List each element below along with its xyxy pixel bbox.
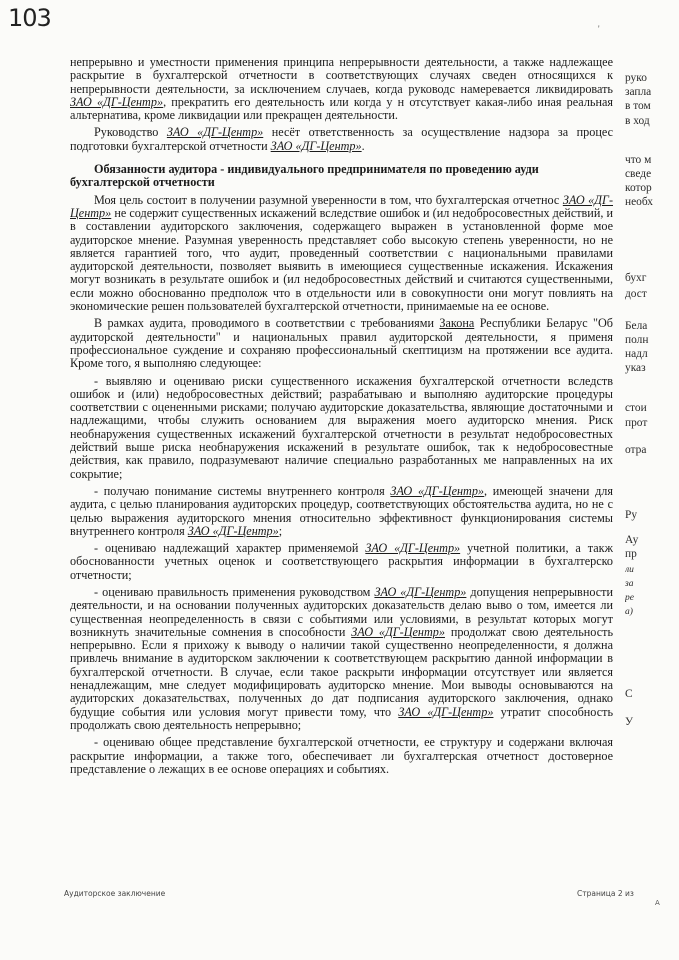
adjacent-text-fragment: бухг — [625, 272, 647, 284]
adjacent-text-fragment: а) — [625, 607, 633, 617]
adjacent-text-fragment: Бела — [625, 320, 648, 332]
adjacent-text-fragment: У — [625, 716, 634, 728]
adjacent-text-fragment: в ход — [625, 115, 650, 127]
adjacent-text-fragment: прот — [625, 417, 648, 429]
section-heading: Обязанности аудитора - индивидуального предпринимателя по проведению ауди бухгалтерской отчетности — [70, 162, 539, 190]
adjacent-text-fragment: за — [625, 579, 634, 589]
org-name-link: ЗАО «ДГ-Центр» — [374, 584, 467, 599]
org-name-link: ЗАО «ДГ-Центр» — [390, 483, 485, 498]
adjacent-text-fragment: пр — [625, 548, 637, 560]
document-body — [70, 56, 613, 916]
bullet-internal-control: - получаю понимание системы внутреннего контроля ЗАО «ДГ-Центр», имеющей значени для аудита, с целью планирования аудиторских процедур, соответствующих обстоятельства аудита, но не с целью выражения аудиторского мнения относительно эффективност функционирования системы внутреннего контроля ЗАО «ДГ-Центр»; — [70, 483, 613, 538]
org-name-link: ЗАО «ДГ-Центр» — [166, 125, 264, 140]
bullet-risk-assessment: - выявляю и оцениваю риски существенного искажения бухгалтерской отчетности вследств ошибок и (или) недобросовестных действий; разрабатываю и выполняю аудиторские процедуры соответствии с оцененными рисками; получаю аудиторские доказательства, являющие достаточными и надлежащими, чтобы служить основанием для выражения моего аудиторско мнения. Риск необнаружения существенных искажений бухгалтерской отчетности в результат недобросовестных действий выше риска необнаружения искажений в результате ошибок, так к недобросовестные действия, как правило, подразумевают наличие специально разработанных ме направленных на их сокрытие; — [70, 373, 613, 481]
adjacent-text-fragment: запла — [625, 86, 652, 98]
bullet-going-concern: - оцениваю правильность применения руководством ЗАО «ДГ-Центр» допущения непрерывности деятельности, и на основании полученных аудиторских доказательств делаю выво о том, имеется ли существенная неопределенность в связи с событиями или условиями, в результат которых могут возникнуть значительные сомнения в способности ЗАО «ДГ-Центр» продолжат свою деятельность непрерывно. Если я прихожу к выводу о наличии такой существенно неопределенности, я должна привлечь внимание в аудиторском заключении к соответствующем раскрытию данной информации в бухгалтерской отчетности. В случае, если такое раскрыти информации отсутствует или является ненадлежащим, мне следует модифицировать аудиторско мнение. Мои выводы основываются на аудиторских доказательствах, полученных до дат подписания аудиторского заключения, однако будущие события или условия могут привести тому, что ЗАО «ДГ-Центр» утратит способность продолжать свою деятельность непрерывно; — [70, 584, 613, 732]
footer-document-title: Аудиторское заключение — [64, 889, 166, 898]
org-name-link: ЗАО «ДГ-Центр» — [187, 523, 279, 538]
org-name-link: ЗАО «ДГ-Центр» — [70, 192, 613, 220]
paragraph-going-concern: непрерывно и уместности применения принципа непрерывности деятельности, а также надлежащее раскрытие в бухгалтерской отчетности в соответствующих случаях сведен относящихся к непрерывности деятельности, за исключением случаев, когда руководс намеревается ликвидировать ЗАО «ДГ-Центр», прекратить его деятельность или когда у н отсутствует какая-либо иная реальная альтернатива, кроме ликвидации или прекращен деятельности. — [70, 56, 613, 123]
adjacent-text-fragment: отра — [625, 444, 647, 456]
org-name-link: ЗАО «ДГ-Центр» — [351, 624, 445, 639]
adjacent-page-edge — [625, 72, 679, 892]
adjacent-text-fragment: ре — [625, 593, 634, 603]
adjacent-text-fragment: руко — [625, 72, 647, 84]
adjacent-text-fragment: сведе — [625, 168, 652, 180]
law-reference: Закона — [439, 316, 475, 331]
adjacent-text-fragment: в том — [625, 100, 651, 112]
handwritten-page-number: 103 — [8, 4, 51, 32]
adjacent-text-fragment: Ру — [625, 509, 638, 521]
adjacent-text-fragment: необх — [625, 196, 653, 208]
adjacent-text-fragment: дост — [625, 288, 647, 300]
org-name-link: ЗАО «ДГ-Центр» — [365, 541, 461, 556]
adjacent-text-fragment: Ау — [625, 534, 639, 546]
paragraph-auditor-objective: Моя цель состоит в получении разумной уверенности в том, что бухгалтерская отчетнос ЗАО «ДГ-Центр» не содержит существенных искажений вследствие ошибок и (ил недобросовестных действий, и в составлении аудиторского заключения, содержащего выражен в установленной форме мое аудиторское мнение. Разумная уверенность представляет собо высокую степень уверенности, но не является гарантией того, что аудит, проведенный соответствии с национальными правилами аудиторской деятельности, позволяет выявить в имеющиеся существенные искажения. Искажения могут возникать в результате ошибок и (ил недобросовестных действий и считаются существенными, если можно обоснованно предполож что в отдельности или в совокупности они могут повлиять на экономические решен пользователей бухгалтерской отчетности, принимаемые на ее основе. — [70, 192, 613, 314]
footer-mark: А — [655, 899, 660, 907]
org-name-link: ЗАО «ДГ-Центр» — [70, 94, 164, 109]
adjacent-text-fragment: С — [625, 688, 633, 700]
bullet-overall-presentation: - оцениваю общее представление бухгалтерской отчетности, ее структуру и содержани включая раскрытие информации, а также того, обеспечивает ли бухгалтерская отчетност достоверное представление о лежащих в ее основе операциях и событиях. — [70, 735, 613, 776]
adjacent-text-fragment: котор — [625, 182, 652, 194]
adjacent-text-fragment: надл — [625, 348, 648, 360]
adjacent-text-fragment: ли — [625, 565, 634, 575]
footer-page-indicator: Страница 2 из — [577, 889, 634, 898]
org-name-link: ЗАО «ДГ-Центр» — [270, 138, 362, 153]
adjacent-text-fragment: полн — [625, 334, 649, 346]
bullet-accounting-policy: - оцениваю надлежащий характер применяемой ЗАО «ДГ-Центр» учетной политики, а такж обоснованности учетных оценок и соответствующего раскрытия информации в бухгалтерско отчетности; — [70, 541, 613, 582]
org-name-link: ЗАО «ДГ-Центр» — [398, 704, 494, 719]
paragraph-management-oversight: Руководство ЗАО «ДГ-Центр» несёт ответственность за осуществление надзора за процес подготовки бухгалтерской отчетности ЗАО «ДГ-Центр». — [70, 125, 613, 153]
paragraph-audit-scope: В рамках аудита, проводимого в соответствии с требованиями Закона Республики Беларус "Об аудиторской деятельности" и национальных правил аудиторской деятельности, я применя профессиональное суждение и сохраняю профессиональный скептицизм на протяжении все аудита. Кроме того, я выполняю следующее: — [70, 316, 613, 371]
adjacent-text-fragment: стои — [625, 402, 647, 414]
adjacent-text-fragment: указ — [625, 362, 646, 374]
adjacent-text-fragment: что м — [625, 154, 652, 166]
corner-mark: ' — [598, 24, 600, 34]
